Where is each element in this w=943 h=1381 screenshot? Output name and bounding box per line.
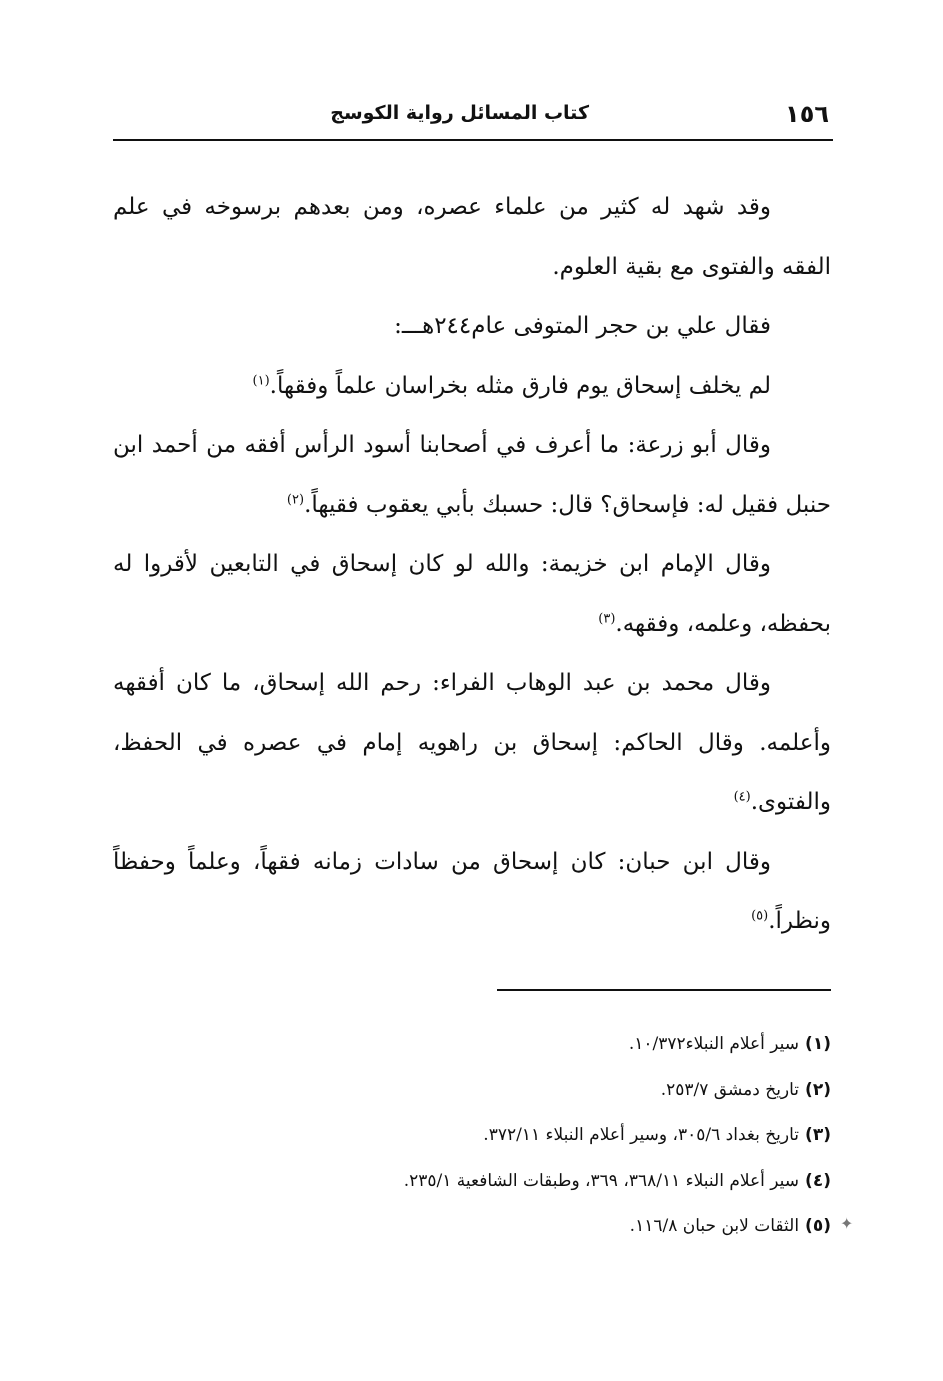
paragraph: وقد شهد له كثير من علماء عصره، ومن بعدهم برسوخه في علم الفقه والفتوى مع بقية العلوم. [113,194,831,280]
footnote: (١)سير أعلام النبلاء١٠/٣٧٢. [628,1034,831,1054]
footnote-ref: (٣) [598,610,616,626]
footnote: (٣)تاريخ بغداد ٣٠٥/٦، وسير أعلام النبلاء ٣٧٢/١١. [483,1125,831,1145]
footnote-ref: (٢) [286,491,305,507]
paragraph: فقال علي بن حجر المتوفى عام٢٤٤هـــ: [394,313,771,339]
paragraph: وقال ابن حبان: كان إسحاق من سادات زمانه فقهاً، وعلماً وحفظاً ونظراً.$^{(٥)}$ [113,848,831,934]
header-rule [113,139,833,141]
footnote: (٤)سير أعلام النبلاء ٣٦٨/١١، ٣٦٩، وطبقات الشافعية ٢٣٥/١. [403,1170,831,1191]
footnote-number: (٣) [805,1125,831,1145]
quotation: لم يخلف إسحاق يوم فارق مثله بخراسان علماً وفقهاً.$^{(١)}$ [252,372,771,399]
page-header [113,96,833,138]
footnote-number: (٥) [805,1216,831,1236]
footnote-number: (١) [805,1034,831,1054]
footnote-ref: (١) [252,372,270,388]
footnote-rule [497,989,831,991]
paragraph: وقال محمد بن عبد الوهاب الفراء: رحم الله إسحاق، ما كان أفقهه وأعلمه. وقال الحاكم: إسحاق بن راهويه إمام في عصره في الحفظ، والفتوى.$^{(٤)}$ [113,670,831,815]
paragraph: وقال أبو زرعة: ما أعرف في أصحابنا أسود الرأس أفقه من أحمد ابن حنبل فقيل له: فإسحاق؟ قال: حسبك بأبي يعقوب فقيهاً.$^{(٢)}$ [113,432,831,518]
footnote-ref: (٤) [733,789,751,805]
body-text [113,178,831,952]
footnote-number: (٤) [805,1170,831,1191]
footnote-ref: (٥) [751,908,769,924]
running-title: كتاب المسائل رواية الكوسج [330,102,589,124]
footnote: (٥)الثقات لابن حبان ١١٦/٨. [629,1216,831,1236]
scan-artifact-icon: ✦ [840,1214,854,1233]
footnotes [113,1022,831,1250]
page-number: ١٥٦ [785,100,829,128]
footnote-number: (٢) [805,1079,831,1100]
footnote: (٢)تاريخ دمشق ٢٥٣/٧. [660,1079,831,1100]
paragraph: وقال الإمام ابن خزيمة: والله لو كان إسحاق في التابعين لأقروا له بحفظه، وعلمه، وفقهه.$^{(٣)}$ [113,551,831,637]
